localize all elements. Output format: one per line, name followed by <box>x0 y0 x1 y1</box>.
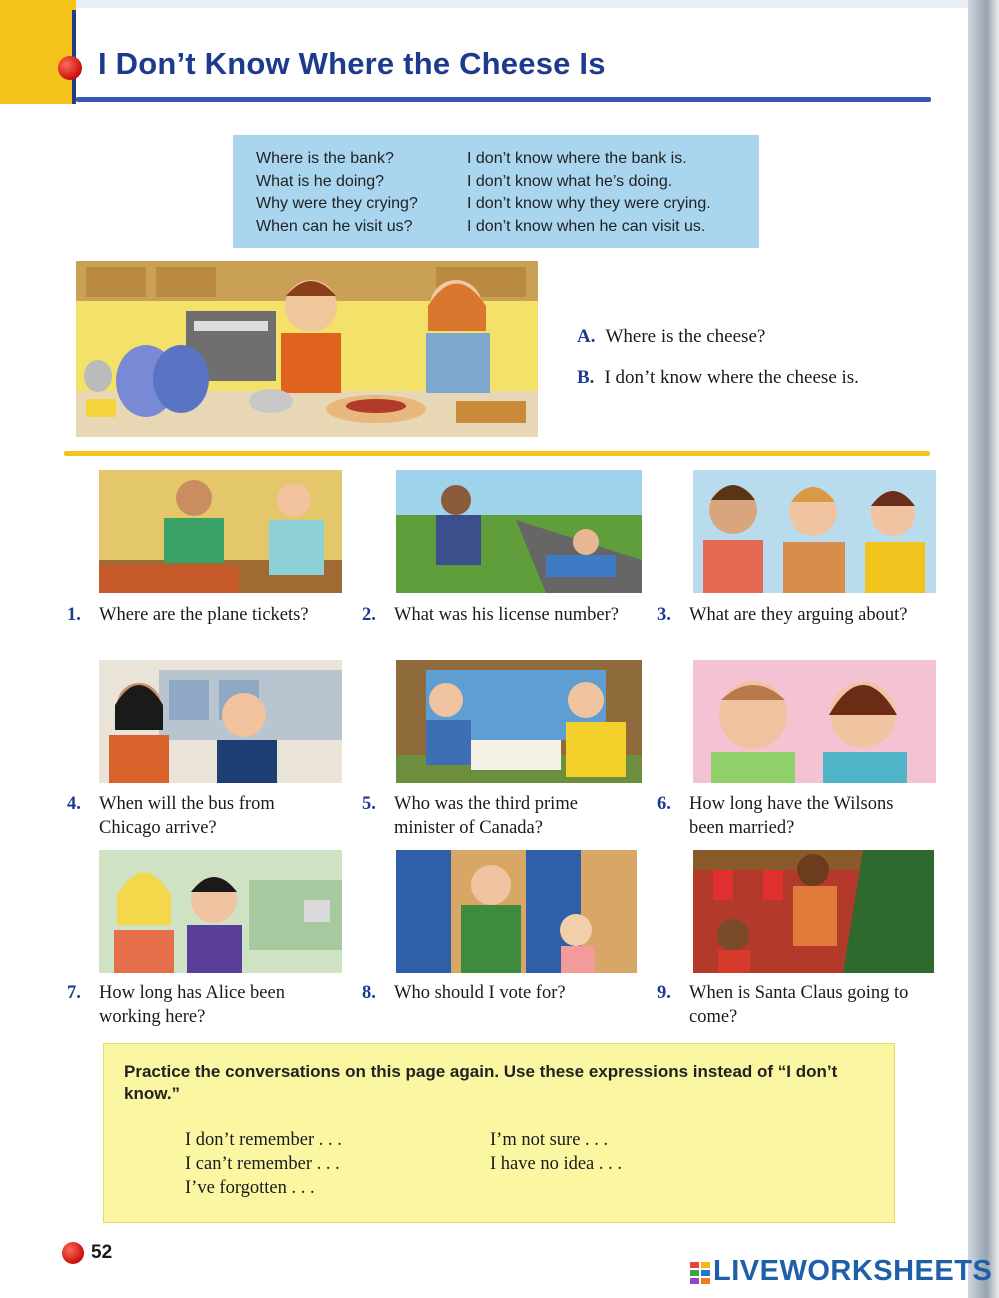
item-number: 2. <box>362 605 376 625</box>
item-6-illustration <box>693 660 936 783</box>
page-bullet-icon <box>62 1242 84 1264</box>
grammar-answer: I don’t know when he can visit us. <box>467 217 706 235</box>
grammar-answer: I don’t know what he’s doing. <box>467 172 673 190</box>
top-edge <box>0 0 999 8</box>
section-divider <box>64 451 930 456</box>
practice-instruction: Practice the conversations on this page again. Use these expressions instead of “I don’t know.” <box>124 1062 838 1103</box>
item-question: How long has Alice been working here? <box>99 983 285 1027</box>
item-question: What are they arguing about? <box>689 605 908 625</box>
item-question: When is Santa Claus going to come? <box>689 983 909 1027</box>
item-number: 4. <box>67 794 81 814</box>
page-number: 52 <box>91 1242 113 1263</box>
item-question: Who should I vote for? <box>394 983 566 1003</box>
expression: I’m not sure . . . <box>490 1130 609 1150</box>
grammar-answer: I don’t know where the bank is. <box>467 150 687 167</box>
model-line-a <box>577 326 765 348</box>
item-question: Who was the third prime minister of Canada? <box>394 794 578 838</box>
grammar-answers <box>467 148 711 238</box>
item-question: What was his license number? <box>394 605 620 625</box>
grammar-question: When can he visit us? <box>256 217 413 235</box>
item-number: 1. <box>67 605 81 625</box>
item-1-illustration <box>99 470 342 593</box>
expressions-left <box>185 1128 342 1200</box>
item-number: 3. <box>657 605 671 625</box>
item-5-illustration <box>396 660 642 783</box>
expression: I have no idea . . . <box>490 1154 623 1174</box>
grammar-question: What is he doing? <box>256 172 385 190</box>
title-bullet-icon <box>58 56 82 80</box>
item-8-illustration <box>396 850 637 973</box>
grammar-question: Where is the bank? <box>256 150 394 167</box>
item-number: 7. <box>67 983 81 1003</box>
grammar-questions <box>256 148 418 238</box>
speaker-a-label: A. <box>577 326 596 347</box>
liveworksheets-logo-icon <box>690 1262 710 1284</box>
speaker-b-label: B. <box>577 367 595 388</box>
grammar-answer: I don’t know why they were crying. <box>467 195 711 212</box>
item-number: 9. <box>657 983 671 1003</box>
item-number: 5. <box>362 794 376 814</box>
page-binding-edge <box>968 0 999 1298</box>
expression: I’ve forgotten . . . <box>185 1178 315 1198</box>
expression: I don’t remember . . . <box>185 1130 342 1150</box>
item-7-illustration <box>99 850 342 973</box>
item-4-illustration <box>99 660 342 783</box>
item-question: When will the bus from Chicago arrive? <box>99 794 275 838</box>
model-line-b <box>577 367 859 389</box>
model-b-text: I don’t know where the cheese is. <box>604 367 859 388</box>
item-2-illustration <box>396 470 642 593</box>
item-question: Where are the plane tickets? <box>99 605 309 625</box>
model-a-text: Where is the cheese? <box>605 326 766 347</box>
item-3-illustration <box>693 470 936 593</box>
kitchen-scene-illustration <box>76 261 538 437</box>
expression: I can’t remember . . . <box>185 1154 340 1174</box>
title-underline <box>76 97 931 102</box>
item-9-illustration <box>693 850 934 973</box>
expressions-right <box>490 1128 622 1176</box>
grammar-question: Why were they crying? <box>256 195 418 212</box>
page-title: I Don’t Know Where the Cheese Is <box>98 46 606 81</box>
item-question: How long have the Wilsons been married? <box>689 794 894 838</box>
header-accent-band <box>0 0 76 104</box>
item-number: 8. <box>362 983 376 1003</box>
liveworksheets-brand[interactable]: LIVEWORKSHEETS <box>713 1255 993 1287</box>
item-number: 6. <box>657 794 671 814</box>
